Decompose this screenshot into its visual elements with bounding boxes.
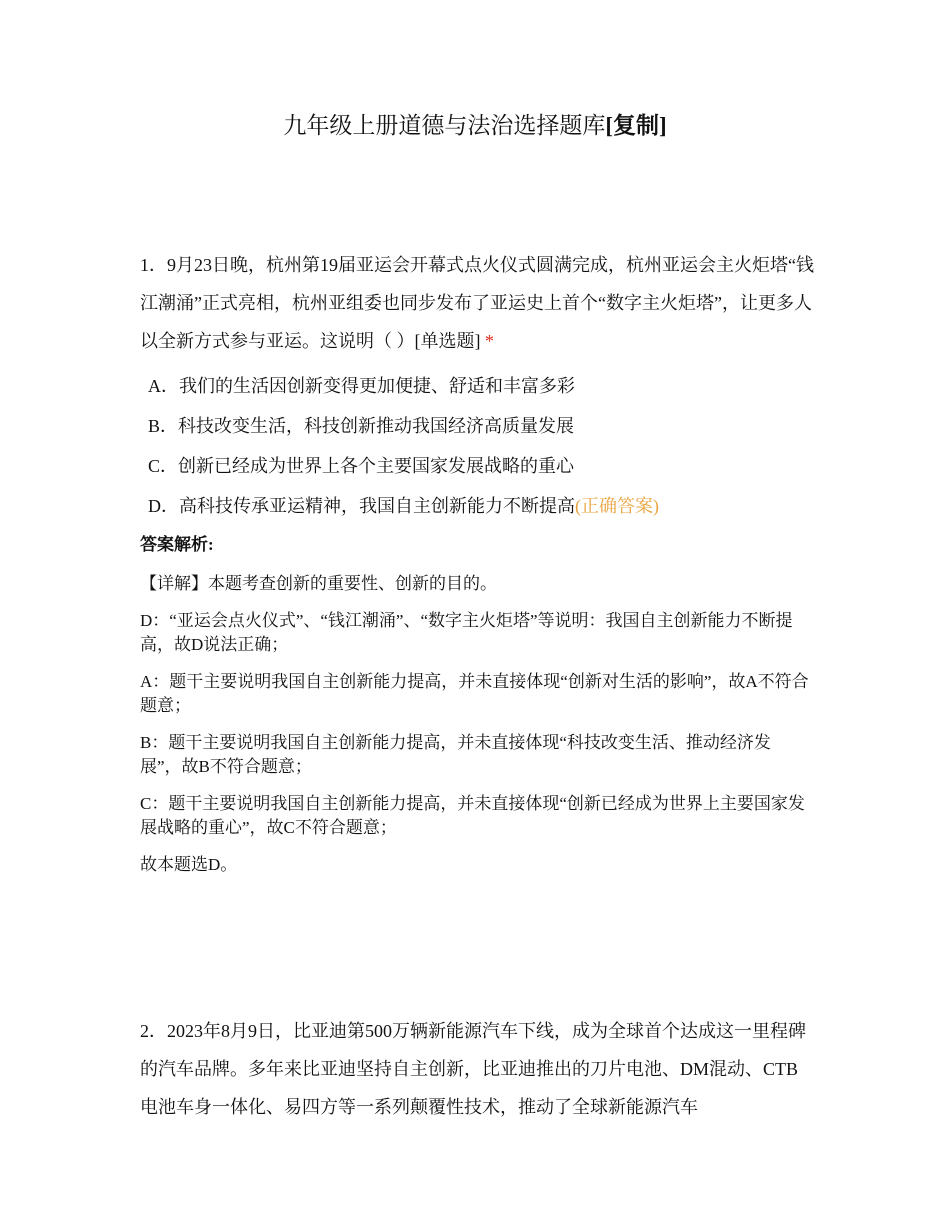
- question-1-options: [148, 366, 808, 526]
- question-2-stem: [140, 1012, 815, 1126]
- title-main: 九年级上册道德与法治选择题库: [283, 113, 606, 138]
- option-d-text: D．高科技传承亚运精神，我国自主创新能力不断提高: [148, 496, 575, 516]
- analysis-heading: 答案解析:: [140, 535, 214, 554]
- option-b-text: B．科技改变生活，科技创新推动我国经济高质量发展: [148, 416, 575, 436]
- title-suffix: [复制]: [605, 113, 667, 138]
- required-mark: *: [485, 331, 494, 351]
- analysis-paragraph: 【详解】本题考查创新的重要性、创新的目的。: [140, 574, 497, 593]
- question-1-stem: [140, 246, 815, 360]
- document-title: [0, 108, 950, 144]
- analysis-paragraph: A：题干主要说明我国自主创新能力提高，并未直接体现“创新对生活的影响”，故A不符合题意；: [140, 672, 809, 715]
- analysis-paragraph: B：题干主要说明我国自主创新能力提高，并未直接体现“科技改变生活、推动经济发展”，故B不符合题意；: [140, 733, 771, 776]
- analysis-paragraph: C：题干主要说明我国自主创新能力提高，并未直接体现“创新已经成为世界上主要国家发展战略的重心”，故C不符合题意；: [140, 794, 805, 837]
- option-a: [148, 366, 808, 406]
- correct-answer-tag: (正确答案): [575, 496, 659, 516]
- answer-analysis: [140, 530, 812, 890]
- option-a-text: A．我们的生活因创新变得更加便捷、舒适和丰富多彩: [148, 376, 575, 396]
- option-d: [148, 486, 808, 526]
- question-2-text: 2．2023年8月9日，比亚迪第500万辆新能源汽车下线，成为全球首个达成这一里程碑的汽车品牌。多年来比亚迪坚持自主创新，比亚迪推出的刀片电池、DM混动、CTB电池车身一体化、易四方等一系列颠覆性技术，推动了全球新能源汽车: [140, 1021, 806, 1117]
- option-b: [148, 406, 808, 446]
- analysis-paragraph: 故本题选D。: [140, 855, 238, 874]
- question-1-text: 1．9月23日晚，杭州第19届亚运会开幕式点火仪式圆满完成，杭州亚运会主火炬塔“钱江潮涌”正式亮相，杭州亚组委也同步发布了亚运史上首个“数字主火炬塔”，让更多人以全新方式参与亚运。这说明（ ）[单选题]: [140, 255, 814, 351]
- option-c: [148, 446, 808, 486]
- option-c-text: C．创新已经成为世界上各个主要国家发展战略的重心: [148, 456, 575, 476]
- analysis-paragraph: D：“亚运会点火仪式”、“钱江潮涌”、“数字主火炬塔”等说明：我国自主创新能力不断提高，故D说法正确；: [140, 611, 793, 654]
